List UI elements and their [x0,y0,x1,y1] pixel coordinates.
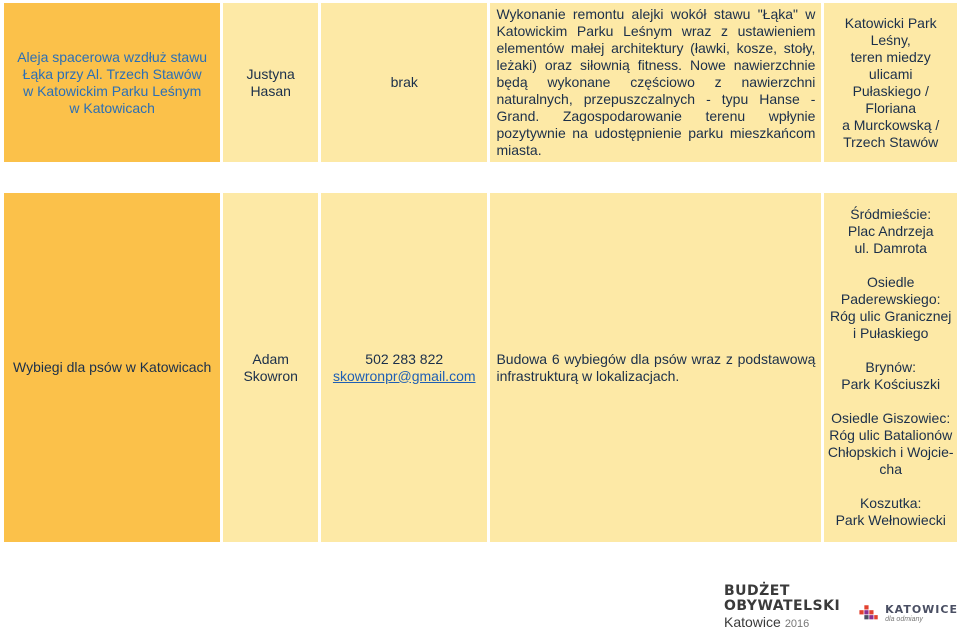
katowice-mark-icon [858,598,879,628]
project-title: Wybiegi dla psów w Katowicach [13,359,212,375]
budzet-obywatelski-logo [724,583,841,634]
author-name: Adam Skowron [243,350,298,384]
author-name: Justyna Hasan [246,65,295,99]
project-description: Wykonanie remontu alejki wokół stawu "Łąka" w Katowickim Parku Leśnym wraz z ustawieniem elementów małej architektury (ławki, kosze, stoły, leżaki) oraz siłownią fitness. Nowe nawierzchnie będą wykonane częściowo z nawierzchni naturalnych, przepuszczalnych - typu Hanse - Grand. Zagospodarowanie terenu wpłynie pozytywnie na udostępnienie parku mieszkańcom miasta. [496,6,816,158]
author-cell [223,193,318,542]
contact-cell [321,193,487,542]
bo-logo-city: Katowice [724,614,781,630]
location-cell [824,193,957,542]
description-cell [490,193,821,542]
table-row [4,193,957,542]
contact-value: brak [390,74,418,90]
table-row [4,3,957,162]
katowice-tagline: dla odmiany [885,616,923,623]
project-description: Budowa 6 wybiegów dla psów wraz z podstawową infrastrukturą w lokalizacjach. [496,350,816,384]
author-cell [223,3,318,162]
project-title-cell [4,3,220,162]
location-entry: Osiedle Paderewskiego: Róg ulic Granicznej i Pułaskiego [830,274,952,341]
contact-cell [321,3,487,162]
location-text: Katowicki Park Leśny, teren miedzy ulicami Pułaskiego / Floriana a Murckowską / Trzech Stawów [842,14,940,150]
location-entry: Osiedle Giszowiec: Róg ulic Batalionów Chłopskich i Wojcie- cha [827,410,954,477]
bo-logo-city-line [724,614,830,632]
contact-email-link[interactable]: skowronpr@gmail.com [332,367,476,384]
bo-logo-line2: OBYWATELSKI [724,598,841,614]
description-cell [490,3,821,162]
contact-phone: 502 283 822 [365,350,444,367]
katowice-name: KATOWICE [885,603,958,616]
bo-logo-line1: BUDŻET [724,583,790,599]
location-entry: Śródmieście: Plac Andrzeja ul. Damrota [847,206,934,256]
location-entry: Koszutka: Park Wełnowiecki [835,495,946,528]
location-cell [824,3,957,162]
location-entry: Brynów: Park Kościuszki [841,359,941,392]
katowice-logo [858,594,958,632]
project-title: Aleja spacerowa wzdłuż stawu Łąka przy Al. Trzech Stawów w Katowickim Parku Leśnym w Katowicach [17,48,208,116]
bo-logo-year: 2016 [784,618,810,630]
project-title-cell [4,193,220,542]
